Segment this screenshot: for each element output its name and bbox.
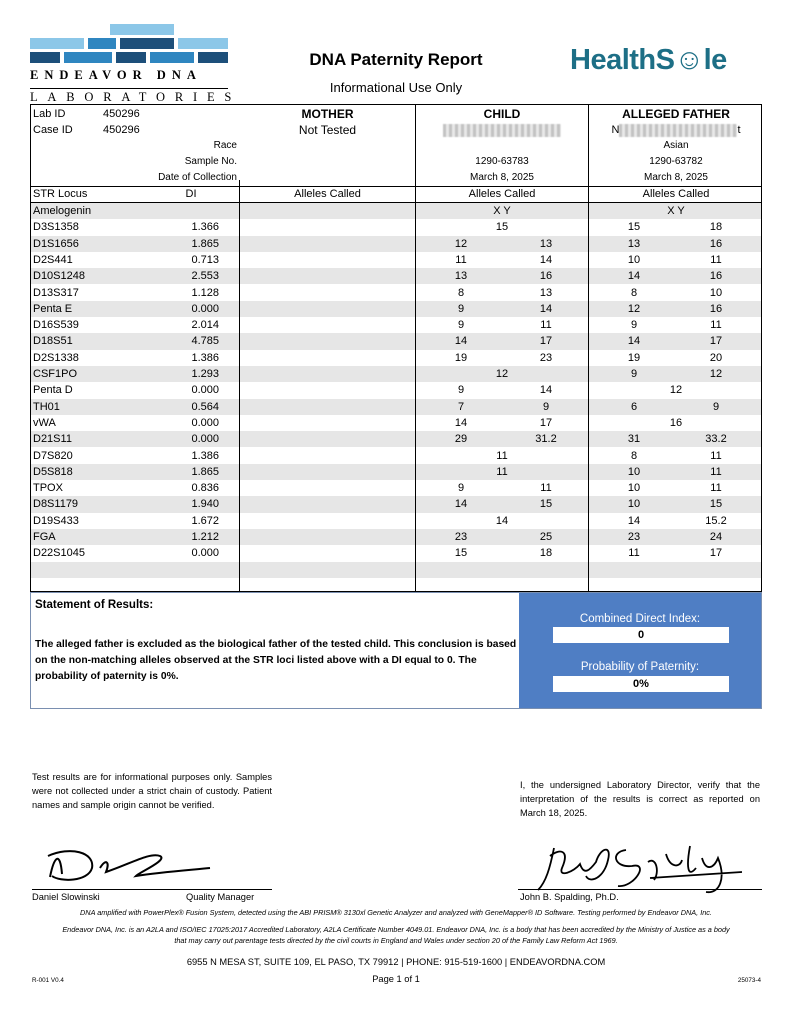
father-allele-2: 11 (710, 253, 722, 266)
child-allele-2: 13 (539, 237, 553, 250)
father-name-redacted (589, 122, 763, 138)
results-title: Statement of Results: (35, 599, 154, 611)
child-allele-1: 11 (455, 253, 467, 266)
di-value: 1.212 (191, 531, 219, 543)
lab-id-value: 450296 (103, 108, 140, 120)
di-value: 2.014 (191, 319, 219, 332)
di-value: 0.000 (191, 416, 219, 429)
father-allele-1: 10 (627, 498, 641, 511)
father-allele-1: 14 (627, 514, 641, 527)
lab-address: 6955 N MESA ST, SUITE 109, EL PASO, TX 79912 | PHONE: 915-519-1600 | ENDEAVORDNA.COM (186, 957, 606, 967)
father-date: March 8, 2025 (644, 172, 708, 183)
form-code: R-001 V0.4 (32, 977, 64, 984)
locus-name: TH01 (33, 400, 60, 413)
child-allele: 15 (495, 221, 509, 234)
child-allele-1: 14 (454, 416, 468, 429)
di-value: 0.713 (191, 253, 219, 266)
child-allele-2: 9 (542, 400, 550, 413)
case-id-label: Case ID (33, 124, 73, 136)
locus-name: D8S1179 (33, 498, 79, 511)
father-allele-1: 8 (630, 286, 638, 299)
child-allele-2: 17 (539, 416, 553, 429)
father-name-fragment-start: N (611, 124, 620, 136)
di-value: 4.785 (191, 335, 219, 348)
locus-name: D1S1656 (33, 237, 79, 250)
child-allele-1: 23 (454, 531, 468, 543)
child-allele: 11 (496, 449, 508, 462)
child-allele-1: 9 (457, 319, 465, 332)
father-allele-1: 9 (630, 368, 638, 380)
locus-name: Amelogenin (33, 205, 92, 217)
child-allele-1: 9 (457, 482, 465, 495)
father-allele-2: 17 (709, 547, 723, 560)
method-note: DNA amplified with PowerPlex® Fusion System, detected using the ABI PRISM® 3130xl Genetic Analyzer and analyzed with GeneMapper® ID Software. Testing performed by Endeavor DNA, Inc. (80, 908, 712, 917)
locus-name: TPOX (33, 482, 63, 495)
child-allele-2: 18 (539, 547, 553, 560)
locus-name: vWA (33, 416, 56, 429)
child-allele-2: 15 (539, 498, 553, 511)
results-text: The alleged father is excluded as the biological father of the tested child. This conclusion is based on the non-matching alleles observed at the STR loci listed above with a DI equal to 0. The probability of paternity is 0%. (35, 639, 517, 682)
locus-name: D2S1338 (33, 351, 79, 364)
di-value: 1.293 (191, 368, 219, 380)
mother-alleles-header: Alleles Called (294, 188, 361, 200)
child-allele-1: 29 (454, 433, 468, 446)
child-alleles-header: Alleles Called (468, 188, 536, 200)
di-value: 1.672 (191, 514, 219, 527)
child-allele-1: 13 (454, 270, 468, 283)
child-allele-1: 8 (457, 286, 465, 299)
father-allele-1: 6 (630, 400, 638, 413)
father-allele-1: 14 (627, 270, 641, 283)
locus-name: Penta D (33, 384, 73, 397)
locus-name: D19S433 (33, 514, 79, 527)
pop-value: 0% (553, 676, 729, 692)
cdi-label: Combined Direct Index: (579, 613, 701, 625)
locus-name: D7S820 (33, 449, 73, 462)
cdi-value: 0 (553, 627, 729, 643)
locus-name: Penta E (33, 302, 73, 315)
father-allele-2: 12 (709, 368, 723, 380)
father-allele-2: 10 (709, 286, 723, 299)
child-allele-2: 23 (539, 351, 553, 364)
father-allele-1: 13 (627, 237, 641, 250)
partner-logo-text-a: HealthS (570, 44, 675, 76)
father-allele-2: 11 (710, 465, 722, 478)
father-allele: 12 (669, 384, 683, 397)
father-allele-2: 16 (709, 270, 723, 283)
father-allele-2: 11 (710, 319, 722, 332)
disclaimer: Test results are for informational purposes only. Samples were not collected under a strict chain of custody. Patient names and sample origin cannot be verified. (32, 772, 272, 810)
smile-icon: ☺ (674, 44, 704, 76)
father-allele-2: 17 (709, 335, 723, 348)
locus-name: D18S51 (33, 335, 73, 348)
di-value: 0.564 (191, 400, 219, 413)
child-allele-2: 14 (539, 253, 553, 266)
locus-name: D16S539 (33, 319, 79, 332)
signer1-title: Quality Manager (186, 892, 255, 902)
locus-name: D21S11 (33, 433, 72, 446)
child-allele-2: 17 (539, 335, 553, 348)
lab-name-subtitle: LABORATORIES (30, 90, 242, 104)
child-allele-2: 14 (539, 384, 553, 397)
di-value: 1.940 (191, 498, 219, 511)
child-allele-1: 19 (454, 351, 468, 364)
father-allele-2: 11 (710, 482, 722, 495)
father-allele-2: 16 (709, 237, 723, 250)
di-header: DI (185, 188, 197, 200)
di-value: 0.836 (191, 482, 219, 495)
locus-name: D2S441 (33, 253, 73, 266)
case-id-value: 450296 (103, 124, 140, 136)
di-value: 1.386 (191, 351, 219, 364)
doc-code: 25073-4 (737, 977, 761, 984)
father-race: Asian (663, 140, 689, 151)
father-allele-1: 9 (630, 319, 638, 332)
locus-name: D5S818 (33, 465, 73, 478)
locus-name: D22S1045 (33, 547, 85, 560)
di-value: 0.000 (191, 384, 219, 397)
father-allele-2: 18 (709, 221, 723, 234)
father-allele-1: 15 (627, 221, 641, 234)
di-value: 1.386 (191, 449, 219, 462)
father-allele-1: 10 (627, 465, 641, 478)
child-allele-2: 11 (540, 319, 552, 332)
signature-spalding (530, 838, 750, 896)
father-alleles-header: Alleles Called (642, 188, 710, 200)
child-allele-1: 9 (457, 384, 465, 397)
di-value: 1.366 (191, 221, 219, 234)
partner-logo-text-b: le (703, 44, 727, 76)
child-allele-1: 12 (454, 237, 468, 250)
page-subtitle: Informational Use Only (329, 80, 463, 95)
child-name-redacted (416, 122, 588, 138)
mother-header: MOTHER (301, 107, 354, 121)
father-allele-1: 8 (630, 449, 638, 462)
father-header: ALLEGED FATHER (622, 107, 730, 121)
father-allele-2: 24 (709, 531, 723, 543)
endeavor-logo-mark (30, 24, 228, 66)
father-allele-2: 16 (709, 302, 723, 315)
father-allele-2: 15.2 (705, 514, 727, 527)
father-allele-2: 20 (709, 351, 723, 364)
child-allele-1: 7 (457, 400, 465, 413)
father-allele: 16 (669, 416, 683, 429)
results-panel (519, 593, 761, 708)
child-allele-2: 16 (539, 270, 553, 283)
date-label: Date of Collection (158, 172, 237, 183)
child-allele-2: 14 (539, 302, 553, 315)
child-allele: X Y (493, 205, 511, 217)
child-allele-2: 31.2 (535, 433, 557, 446)
child-allele-1: 14 (454, 498, 468, 511)
father-allele-1: 31 (627, 433, 641, 446)
father-allele-1: 14 (627, 335, 641, 348)
child-header: CHILD (483, 107, 521, 121)
father-allele-2: 33.2 (705, 433, 727, 446)
father-sample: 1290-63782 (649, 156, 703, 167)
child-date: March 8, 2025 (470, 172, 534, 183)
results-table (30, 104, 762, 592)
child-allele: 14 (495, 514, 509, 527)
di-value: 0.000 (191, 433, 219, 446)
child-allele-2: 11 (540, 482, 552, 495)
locus-name: D10S1248 (33, 270, 85, 283)
di-value: 2.553 (191, 270, 219, 283)
father-allele-1: 10 (627, 253, 641, 266)
locus-header: STR Locus (33, 188, 88, 200)
father-allele-1: 10 (627, 482, 641, 495)
child-allele-1: 14 (454, 335, 468, 348)
locus-name: D13S317 (33, 286, 79, 299)
child-allele: 11 (496, 465, 508, 478)
father-allele-1: 19 (627, 351, 641, 364)
signer1-name: Daniel Slowinski (32, 892, 100, 902)
lab-name: ENDEAVOR DNA (30, 68, 202, 82)
child-allele-1: 15 (454, 547, 468, 560)
verification-statement: I, the undersigned Laboratory Director, verify that the interpretation of the results is correct as reported on March 18, 2025. (520, 780, 760, 818)
signature-slowinski (40, 842, 220, 892)
child-allele-2: 25 (539, 531, 553, 543)
father-allele-1: 23 (627, 531, 641, 543)
father-allele-2: 15 (709, 498, 723, 511)
locus-name: D3S1358 (33, 221, 79, 234)
di-value: 1.128 (191, 286, 219, 299)
father-allele-1: 12 (627, 302, 641, 315)
page-number: Page 1 of 1 (372, 974, 420, 984)
mother-status: Not Tested (298, 123, 357, 137)
child-allele-1: 9 (457, 302, 465, 315)
lab-id-label: Lab ID (33, 108, 66, 120)
child-allele: 12 (495, 368, 509, 380)
statement-of-results (30, 592, 762, 709)
signer2-name: John B. Spalding, Ph.D. (520, 892, 619, 902)
child-allele-2: 13 (539, 286, 553, 299)
di-value: 0.000 (191, 547, 219, 560)
accreditation-note: Endeavor DNA, Inc. is an A2LA and ISO/IEC 17025:2017 Accredited Laboratory, A2LA Certificate Number 4049.01. Endeavor DNA, Inc. is a body that has been accredited by the Ministry of Justice as a body that may carry out parentage tests directed by the civil courts in England and Wales under section 20 of the Family Law Reform Act 1969. (62, 925, 730, 945)
di-value: 0.000 (191, 302, 219, 315)
di-value: 1.865 (191, 465, 219, 478)
locus-name: CSF1PO (33, 368, 78, 380)
locus-name: FGA (33, 531, 56, 543)
page-title: DNA Paternity Report (309, 50, 483, 69)
race-label: Race (213, 140, 237, 151)
di-value: 1.865 (191, 237, 219, 250)
father-allele-2: 9 (712, 400, 720, 413)
pop-label: Probability of Paternity: (580, 661, 700, 673)
father-name-fragment-end: t (737, 124, 741, 136)
father-allele-1: 11 (628, 547, 640, 560)
father-allele-2: 11 (710, 449, 722, 462)
child-sample: 1290-63783 (475, 156, 529, 167)
father-allele: X Y (667, 205, 685, 217)
partner-logo (570, 44, 727, 77)
sample-label: Sample No. (184, 156, 237, 167)
